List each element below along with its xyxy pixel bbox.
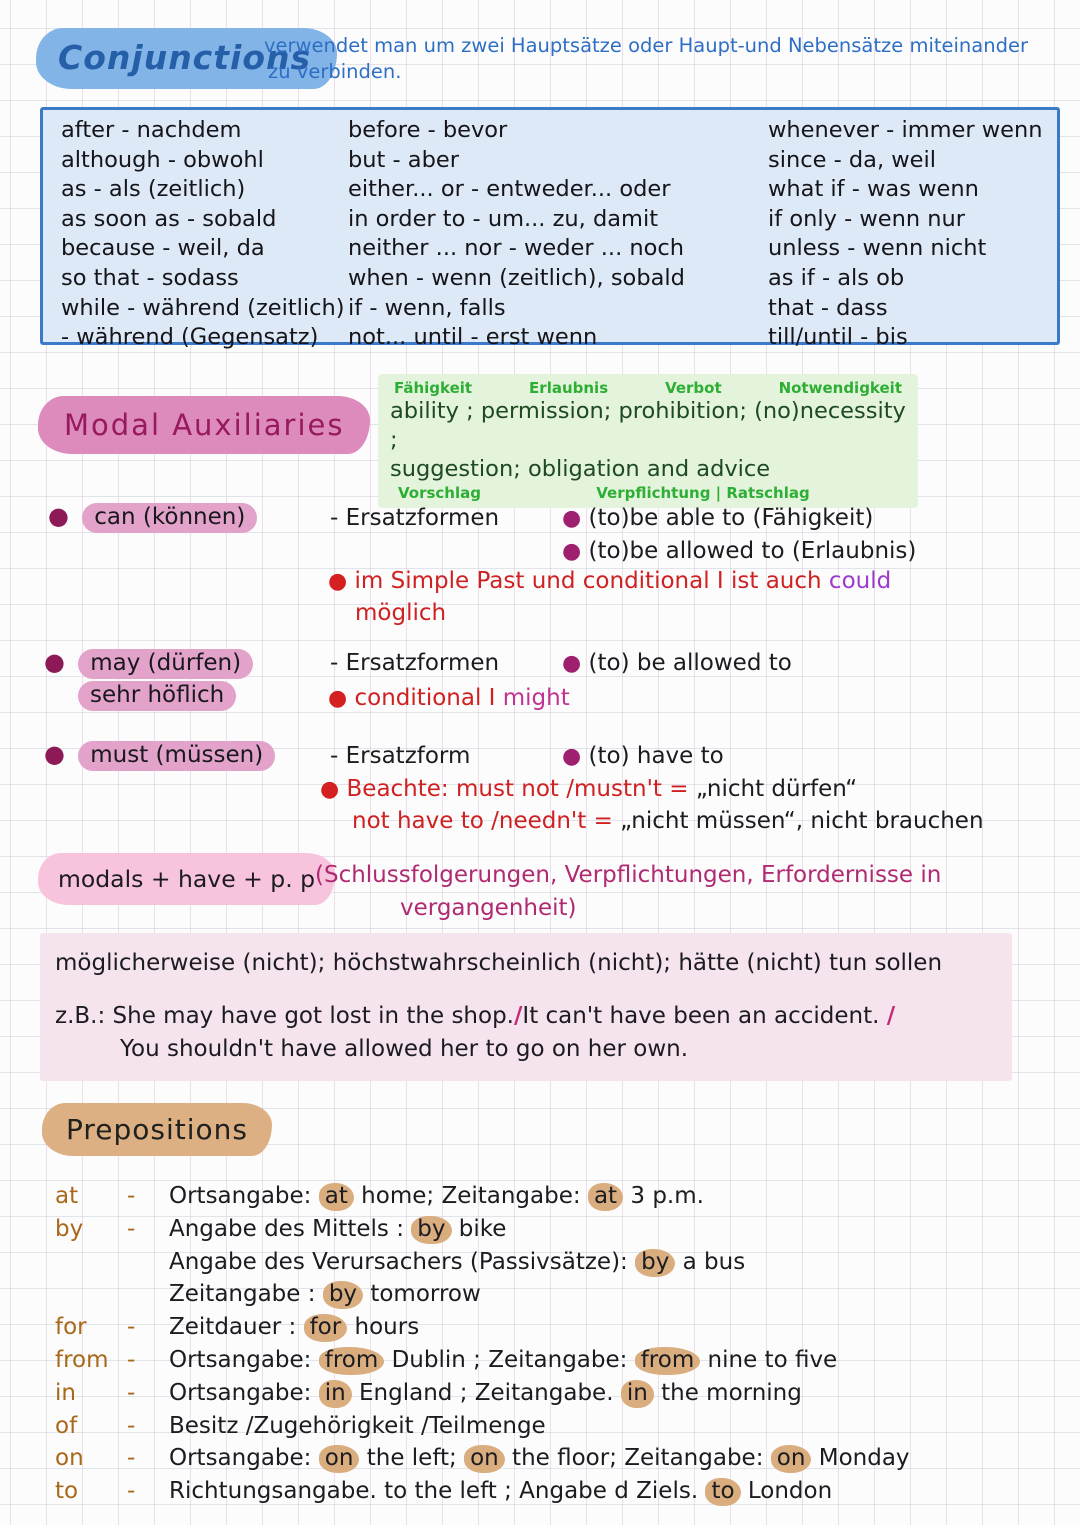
label-notwendigkeit: Notwendigkeit — [778, 379, 902, 397]
label-faehigkeit: Fähigkeit — [394, 379, 473, 397]
prepositions-heading: Prepositions — [66, 1113, 249, 1146]
can-form2: (to)be allowed to (Erlaubnis) — [588, 538, 917, 564]
must-note1: Beachte: must not /mustn't = „nicht dürfen“ — [346, 776, 858, 802]
prep-dash — [127, 1246, 169, 1279]
prep-desc: Angabe des Mittels : by bike — [169, 1215, 507, 1242]
modal-german-labels-top — [390, 379, 906, 397]
modal-auxiliaries-heading-highlight — [38, 396, 370, 454]
must-row — [44, 740, 275, 768]
can-note-line2: möglich — [355, 600, 447, 626]
can-label: can (können) — [82, 503, 257, 533]
conjunctions-column-3: whenever - immer wenn since - da, weil what if - was wenn if only - wenn nur unless - wenn nicht as if - als ob that - dass till/until - bis — [768, 117, 1043, 351]
prep-word: of — [55, 1412, 78, 1439]
conjunctions-heading: Conjunctions — [58, 38, 312, 77]
modals-pp-label: modals + have + p. p — [58, 865, 316, 893]
conjunctions-box — [40, 107, 1060, 351]
bullet-icon: ● — [328, 686, 348, 711]
prep-desc: Richtungsangabe. to the left ; Angabe d Ziels. to London — [169, 1478, 833, 1505]
may-form1: (to) be allowed to — [588, 650, 792, 676]
prep-desc: Zeitdauer : for hours — [169, 1314, 420, 1341]
prep-desc: Ortsangabe: in England ; Zeitangabe. in the morning — [169, 1379, 802, 1406]
prep-word: from — [55, 1346, 109, 1373]
summary-example-line2: You shouldn't have allowed her to go on her own. — [120, 1036, 689, 1062]
bullet-icon: ● — [328, 569, 348, 594]
prep-desc: Angabe des Verursachers (Passivsätze): by a bus — [169, 1248, 746, 1275]
can-note-row — [328, 568, 891, 594]
label-verbot: Verbot — [665, 379, 722, 397]
prep-row-by — [55, 1213, 910, 1246]
may-row — [44, 648, 253, 676]
may-note: conditional I might — [354, 685, 570, 711]
prep-dash: - — [127, 1314, 136, 1341]
prep-word: in — [55, 1379, 76, 1406]
label-erlaubnis: Erlaubnis — [529, 379, 609, 397]
conjunctions-description-line2: zu verbinden. — [268, 60, 402, 83]
prep-desc: Ortsangabe: from Dublin ; Zeitangabe: from nine to five — [169, 1346, 838, 1373]
prep-word: for — [55, 1314, 87, 1341]
must-ersatzform: - Ersatzform — [330, 743, 471, 769]
can-ersatzformen: - Ersatzformen — [330, 505, 500, 531]
bullet-icon: ● — [48, 502, 69, 530]
prep-row-by-2 — [55, 1246, 910, 1279]
prep-row-at — [55, 1180, 910, 1213]
prep-dash: - — [127, 1346, 136, 1373]
must-note1-row — [320, 776, 857, 802]
bullet-icon: ● — [562, 506, 582, 531]
prepositions-list — [55, 1180, 910, 1508]
summary-example-line1: z.B.: She may have got lost in the shop./It can't have been an accident. / — [55, 1003, 896, 1029]
modal-functions-line2: suggestion; obligation and advice — [390, 456, 771, 482]
must-note2: not have to /needn't = „nicht müssen“, nicht brauchen — [352, 808, 984, 834]
modal-auxiliaries-heading: Modal Auxiliaries — [64, 408, 345, 442]
modals-pp-desc-line1: (Schlussfolgerungen, Verpflichtungen, Erfordernisse in — [315, 862, 942, 888]
can-row — [48, 502, 257, 530]
bullet-icon: ● — [562, 539, 582, 564]
bullet-icon: ● — [562, 744, 582, 769]
prep-dash: - — [127, 1379, 136, 1406]
may-form1-row — [562, 650, 792, 676]
can-form1-row — [562, 505, 873, 531]
may-sublabel: sehr höflich — [78, 681, 236, 711]
must-note2-row — [352, 808, 984, 834]
prep-dash: - — [127, 1412, 136, 1439]
prep-dash: - — [127, 1183, 136, 1209]
prep-word — [55, 1278, 127, 1311]
prep-word: to — [55, 1478, 79, 1505]
must-label: must (müssen) — [78, 741, 275, 771]
bullet-icon: ● — [44, 648, 65, 676]
modals-pp-summary-box — [40, 933, 1012, 1081]
prep-row-to — [55, 1475, 910, 1508]
prep-word — [55, 1246, 127, 1279]
prep-desc: Ortsangabe: at home; Zeitangabe: at 3 p.m. — [169, 1183, 704, 1209]
may-sublabel-row — [78, 682, 236, 708]
prep-dash: - — [127, 1445, 136, 1472]
prepositions-heading-highlight — [42, 1103, 272, 1156]
bullet-icon: ● — [320, 777, 340, 802]
can-form1: (to)be able to (Fähigkeit) — [588, 505, 874, 531]
modals-pp-highlight — [38, 853, 335, 905]
prep-row-by-3 — [55, 1278, 910, 1311]
may-ersatzformen: - Ersatzformen — [330, 650, 500, 676]
must-form1: (to) have to — [588, 743, 724, 769]
modal-functions-box — [378, 374, 918, 508]
modal-functions-line1: ability ; permission; prohibition; (no)necessity ; — [390, 398, 906, 453]
may-note-row — [328, 685, 570, 711]
summary-line1: möglicherweise (nicht); höchstwahrscheinlich (nicht); hätte (nicht) tun sollen — [55, 950, 943, 976]
prep-dash — [127, 1278, 169, 1311]
bullet-icon: ● — [562, 651, 582, 676]
prep-row-from — [55, 1344, 910, 1377]
label-vorschlag: Vorschlag — [398, 484, 481, 502]
conjunctions-description-line1: verwendet man um zwei Hauptsätze oder Haupt-und Nebensätze miteinander — [264, 34, 1028, 57]
must-form1-row — [562, 743, 724, 769]
prep-dash: - — [127, 1215, 136, 1242]
prep-word: by — [55, 1215, 84, 1242]
prep-desc: Besitz /Zugehörigkeit /Teilmenge — [169, 1412, 546, 1439]
prep-row-for — [55, 1311, 910, 1344]
can-form2-row — [562, 538, 916, 564]
prep-row-on — [55, 1442, 910, 1475]
prep-desc: Ortsangabe: on the left; on the floor; Zeitangabe: on Monday — [169, 1445, 910, 1472]
prep-word: on — [55, 1445, 84, 1472]
conjunctions-column-2: before - bevor but - aber either... or - entweder... oder in order to - um... zu, damit neither ... nor - weder ... noch when - wenn (zeitlich), sobald if - wenn, falls not... until - erst wenn — [348, 117, 685, 351]
conjunctions-column-1: after - nachdem although - obwohl as - als (zeitlich) as soon as - sobald because - weil, da so that - sodass while - während (zeitlich) - während (Gegensatz) — [61, 117, 345, 351]
may-label: may (dürfen) — [78, 649, 253, 679]
modal-german-labels-bottom — [390, 484, 906, 502]
label-verpflichtung-ratschlag: Verpflichtung | Ratschlag — [596, 484, 810, 502]
prep-desc: Zeitangabe : by tomorrow — [169, 1281, 481, 1308]
prep-row-of — [55, 1410, 910, 1443]
prep-word: at — [55, 1183, 79, 1209]
can-note: im Simple Past und conditional I ist auch could — [354, 568, 892, 594]
prep-row-in — [55, 1377, 910, 1410]
bullet-icon: ● — [44, 740, 65, 768]
prep-dash: - — [127, 1478, 136, 1505]
modals-pp-desc-line2: vergangenheit) — [400, 895, 577, 921]
